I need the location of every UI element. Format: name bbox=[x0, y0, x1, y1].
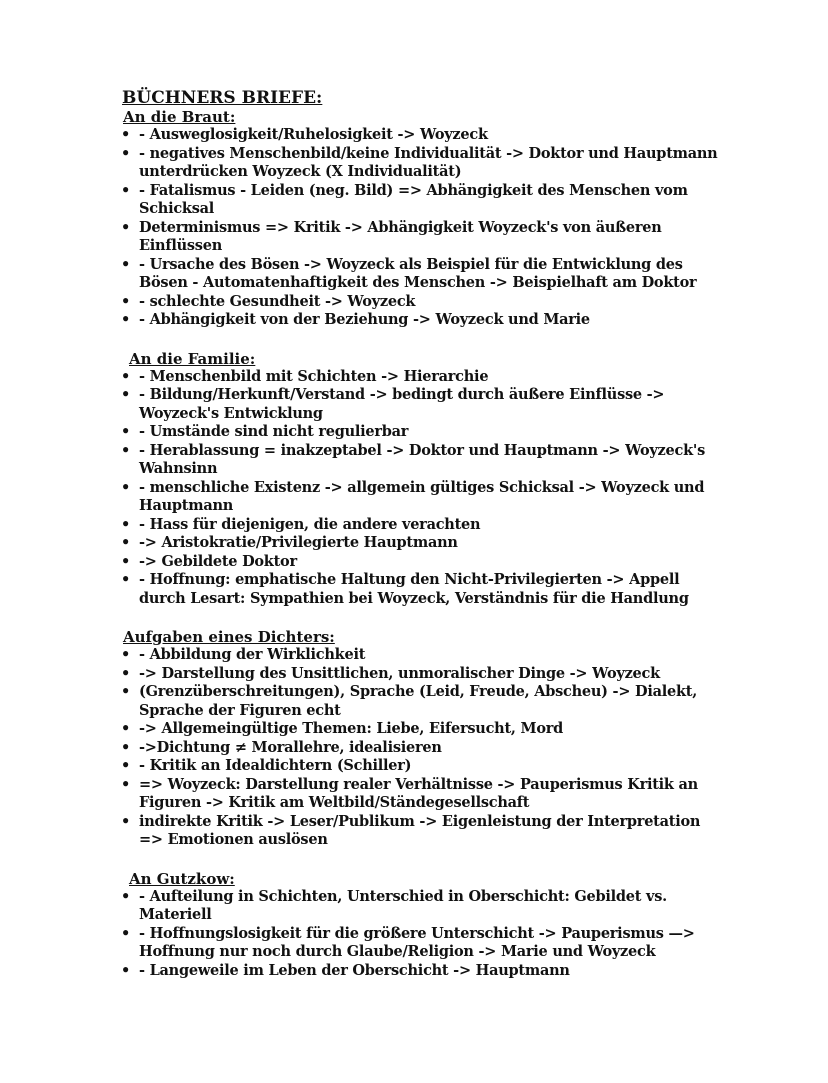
bullet-list bbox=[119, 126, 719, 330]
list-item: • - schlechte Gesundheit -> Woyzeck bbox=[119, 293, 719, 312]
list-item: • - negatives Menschenbild/keine Individualität -> Doktor und Hauptmann unterdrücken Woyzeck (X Individualität) bbox=[119, 145, 719, 182]
list-item: • - Menschenbild mit Schichten -> Hierarchie bbox=[119, 368, 719, 387]
list-item: • - Abbildung der Wirklichkeit bbox=[119, 646, 719, 665]
bullet-list bbox=[119, 368, 719, 609]
list-item: • - Hass für diejenigen, die andere verachten bbox=[119, 516, 719, 535]
list-item: • - Ursache des Bösen -> Woyzeck als Beispiel für die Entwicklung des Bösen - Automatenhaftigkeit des Menschen -> Beispielhaft am Doktor bbox=[119, 256, 719, 293]
bullet-list bbox=[119, 646, 719, 850]
document-content bbox=[119, 88, 719, 980]
section-an-die-familie bbox=[119, 350, 719, 609]
list-item: • - Bildung/Herkunft/Verstand -> bedingt durch äußere Einflüsse -> Woyzeck's Entwicklung bbox=[119, 386, 719, 423]
section-heading: Aufgaben eines Dichters: bbox=[123, 628, 335, 646]
section-an-die-braut bbox=[119, 108, 719, 330]
list-item: • ->Dichtung ≠ Morallehre, idealisieren bbox=[119, 739, 719, 758]
list-item: • indirekte Kritik -> Leser/Publikum -> Eigenleistung der Interpretation => Emotionen auslösen bbox=[119, 813, 719, 850]
list-item: • - Abhängigkeit von der Beziehung -> Woyzeck und Marie bbox=[119, 311, 719, 330]
section-heading: An Gutzkow: bbox=[129, 869, 235, 888]
list-item: • - Herablassung = inakzeptabel -> Doktor und Hauptmann -> Woyzeck's Wahnsinn bbox=[119, 442, 719, 479]
list-item: • (Grenzüberschreitungen), Sprache (Leid, Freude, Abscheu) -> Dialekt, Sprache der Figuren echt bbox=[119, 683, 719, 720]
list-item: • - Umstände sind nicht regulierbar bbox=[119, 423, 719, 442]
list-item: • -> Aristokratie/Privilegierte Hauptmann bbox=[119, 534, 719, 553]
list-item: • - Kritik an Idealdichtern (Schiller) bbox=[119, 757, 719, 776]
section-an-gutzkow bbox=[119, 870, 719, 981]
list-item: • -> Allgemeingültige Themen: Liebe, Eifersucht, Mord bbox=[119, 720, 719, 739]
list-item: • - Hoffnung: emphatische Haltung den Nicht-Privilegierten -> Appell durch Lesart: Sympathien bei Woyzeck, Verständnis für die Handlung bbox=[119, 571, 719, 608]
list-item: • - Ausweglosigkeit/Ruhelosigkeit -> Woyzeck bbox=[119, 126, 719, 145]
list-item: • Determinismus => Kritik -> Abhängigkeit Woyzeck's von äußeren Einflüssen bbox=[119, 219, 719, 256]
list-item: • - menschliche Existenz -> allgemein gültiges Schicksal -> Woyzeck und Hauptmann bbox=[119, 479, 719, 516]
bullet-list bbox=[119, 888, 719, 981]
section-heading: An die Braut: bbox=[123, 108, 236, 126]
list-item: • - Hoffnungslosigkeit für die größere Unterschicht -> Pauperismus —> Hoffnung nur noch durch Glaube/Religion -> Marie und Woyzeck bbox=[119, 925, 719, 962]
section-aufgaben-eines-dichters bbox=[119, 628, 719, 850]
list-item: • - Langeweile im Leben der Oberschicht -> Hauptmann bbox=[119, 962, 719, 981]
list-item: • -> Darstellung des Unsittlichen, unmoralischer Dinge -> Woyzeck bbox=[119, 665, 719, 684]
list-item: • - Aufteilung in Schichten, Unterschied in Oberschicht: Gebildet vs. Materiell bbox=[119, 888, 719, 925]
page-title: BÜCHNERS BRIEFE: bbox=[122, 88, 323, 108]
list-item: • => Woyzeck: Darstellung realer Verhältnisse -> Pauperismus Kritik an Figuren -> Kritik am Weltbild/Ständegesellschaft bbox=[119, 776, 719, 813]
section-heading: An die Familie: bbox=[129, 349, 256, 368]
list-item: • - Fatalismus - Leiden (neg. Bild) => Abhängigkeit des Menschen vom Schicksal bbox=[119, 182, 719, 219]
list-item: • -> Gebildete Doktor bbox=[119, 553, 719, 572]
